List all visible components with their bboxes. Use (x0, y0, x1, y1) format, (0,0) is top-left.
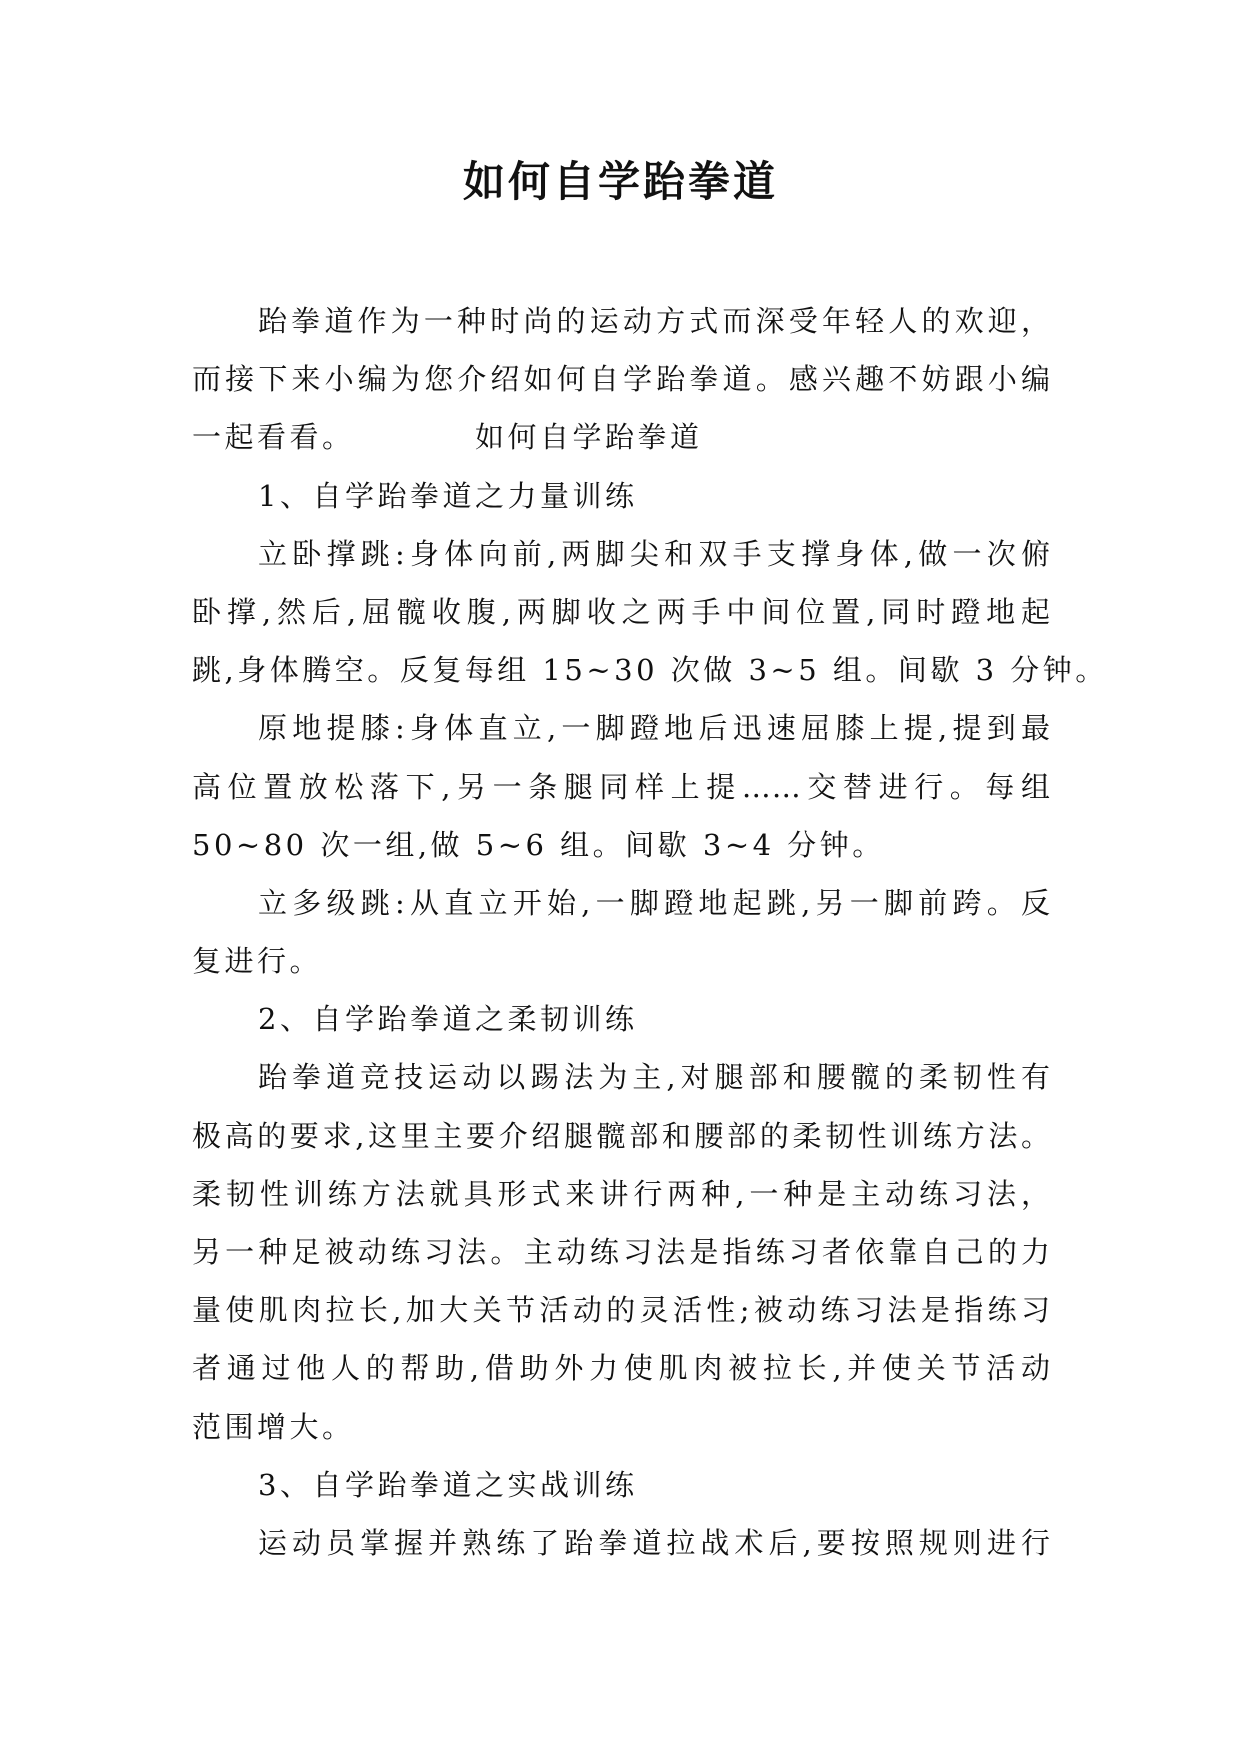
body-line: 者通过他人的帮助,借助外力使肌肉被拉长,并使关节活动 (192, 1351, 1051, 1386)
section-heading: 2、自学跆拳道之柔韧训练 (258, 1002, 638, 1037)
body-line: 跳,身体腾空。反复每组 15~30 次做 3~5 组。间歇 3 分钟。 (192, 653, 1108, 688)
section-heading: 3、自学跆拳道之实战训练 (258, 1467, 638, 1502)
body-line: 跆拳道竞技运动以踢法为主,对腿部和腰髋的柔韧性有 (258, 1060, 1051, 1095)
body-line-text: 一起看看。 (192, 420, 355, 455)
body-line: 量使肌肉拉长,加大关节活动的灵活性;被动练习法是指练习 (192, 1293, 1051, 1328)
body-line: 范围增大。 (192, 1409, 355, 1444)
body-line: 极高的要求,这里主要介绍腿髋部和腰部的柔韧性训练方法。 (192, 1118, 1051, 1153)
body-line: 立多级跳:从直立开始,一脚蹬地起跳,另一脚前跨。反 (258, 885, 1051, 920)
body-line: 而接下来小编为您介绍如何自学跆拳道。感兴趣不妨跟小编 (192, 362, 1051, 397)
inline-heading: 如何自学跆拳道 (475, 420, 703, 455)
body-line: 复进行。 (192, 944, 323, 979)
body-line: 柔韧性训练方法就具形式来讲行两种,一种是主动练习法， (192, 1176, 1051, 1211)
section-heading: 1、自学跆拳道之力量训练 (258, 478, 638, 513)
body-line: 50~80 次一组,做 5~6 组。间歇 3~4 分钟。 (192, 827, 885, 862)
document-title: 如何自学跆拳道 (462, 157, 778, 206)
body-line: 立卧撑跳:身体向前,两脚尖和双手支撑身体,做一次俯 (258, 536, 1051, 571)
body-line: 原地提膝:身体直立,一脚蹬地后迅速屈膝上提,提到最 (258, 711, 1051, 746)
body-line: 另一种足被动练习法。主动练习法是指练习者依靠自己的力 (192, 1235, 1051, 1269)
body-line: 高位置放松落下,另一条腿同样上提……交替进行。每组 (192, 769, 1051, 804)
body-line: 运动员掌握并熟练了跆拳道拉战术后,要按照规则进行 (258, 1525, 1051, 1560)
document-body (192, 292, 1108, 1572)
body-line: 卧撑,然后,屈髋收腹,两脚收之两手中间位置,同时蹬地起 (192, 594, 1051, 629)
body-line: 跆拳道作为一种时尚的运动方式而深受年轻人的欢迎， (258, 304, 1051, 338)
body-line-with-inline-heading (192, 408, 1051, 466)
